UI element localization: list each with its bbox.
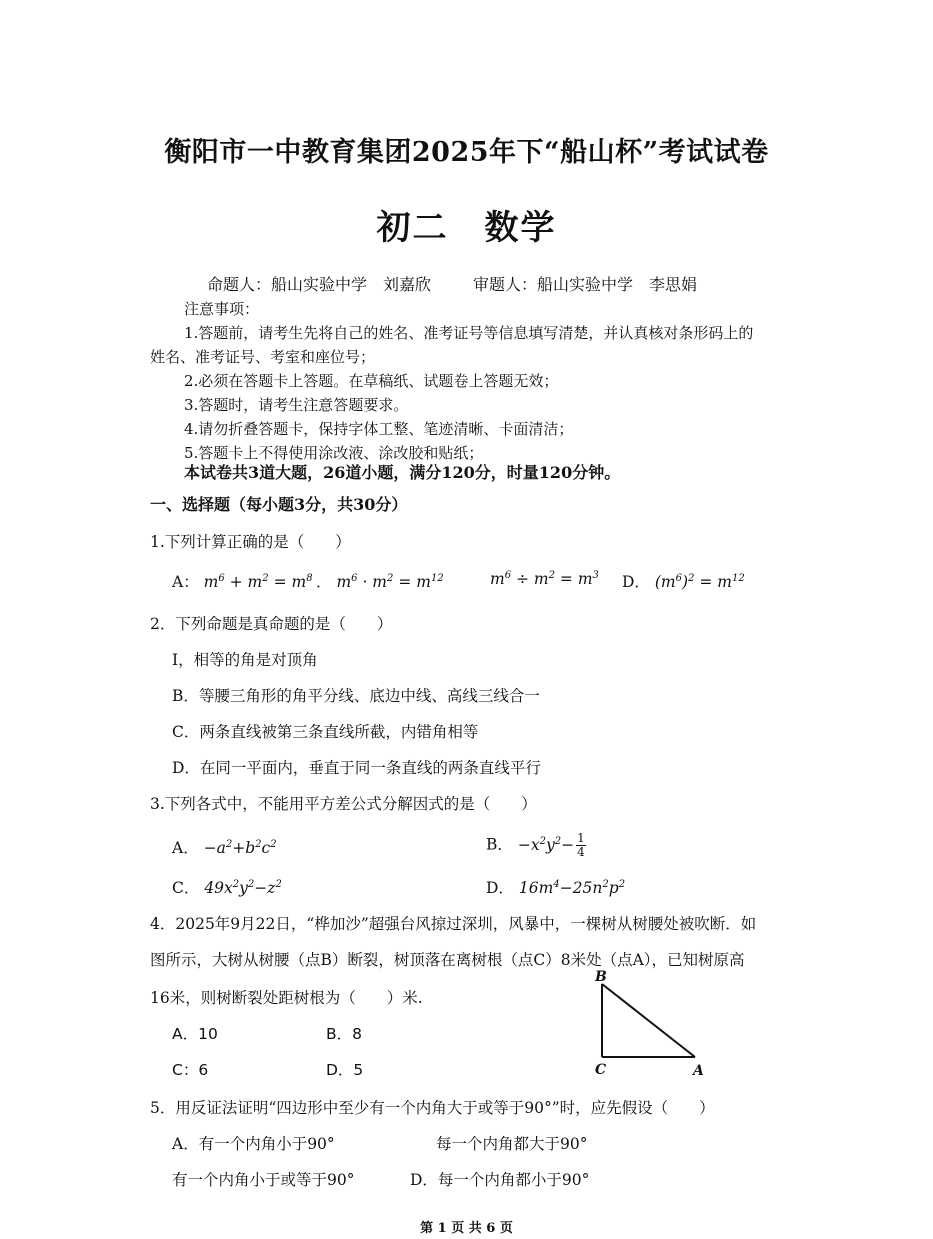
- question-1-option-b: [316, 570, 444, 592]
- fraction: $\frac{1}{4}$: [577, 831, 585, 859]
- exam-title: 衡阳市一中教育集团2025年下“船山杯”考试试卷: [164, 137, 769, 168]
- note-line: 5.答题卡上不得使用涂改液、涂改胶和贴纸；: [184, 444, 484, 462]
- question-5-option-d: D．每一个内角都小于90°: [410, 1171, 590, 1189]
- question-4-option-a: A．10: [172, 1025, 218, 1043]
- point-c-label: C: [595, 1062, 607, 1078]
- option-label: D．: [486, 879, 514, 897]
- question-4-line: 16米，则树断裂处距树根为（ ）米.: [150, 989, 423, 1007]
- question-2-option-d: D．在同一平面内，垂直于同一条直线的两条直线平行: [172, 759, 541, 777]
- page-number: 第 1 页 共 6 页: [420, 1221, 513, 1236]
- formula: $(m^6)^2 = m^{12}$: [654, 572, 745, 591]
- option-label: C．: [172, 879, 200, 897]
- note-line: 姓名、准考证号、考室和座位号；: [150, 348, 376, 366]
- question-4-line: 图所示，大树从树腰（点B）断裂，树顶落在离树根（点C）8米处（点A），已知树原高: [150, 951, 745, 969]
- question-2-option-b: B．等腰三角形的角平分线、底边中线、高线三线合一: [172, 687, 540, 705]
- formula: $-x^2y^2-$: [517, 835, 575, 854]
- exam-subject: 初二 数学: [376, 208, 557, 248]
- note-line: 4.请勿折叠答题卡，保持字体工整、笔迹清晰、卡面清洁；: [184, 420, 574, 438]
- reviewer: 审题人：船山实验中学 李思娟: [473, 275, 698, 294]
- exam-summary: 本试卷共3道大题，26道小题，满分120分，时量120分钟。: [184, 463, 621, 482]
- question-3-option-a: [172, 836, 277, 858]
- question-4-line: 4．2025年9月22日，“桦加沙”超强台风掠过深圳，风暴中，一棵树从树腰处被吹断．如: [150, 915, 757, 933]
- option-label: D．: [622, 573, 650, 591]
- question-4-option-c: C：6: [172, 1061, 209, 1079]
- authors-line: [207, 272, 697, 295]
- option-label: ．: [316, 573, 332, 591]
- note-line: 1.答题前，请考生先将自己的姓名、准考证号等信息填写清楚，并认真核对条形码上的: [184, 324, 754, 342]
- tree-triangle-figure: [585, 966, 715, 1081]
- question-5-option-b: 每一个内角都大于90°: [436, 1135, 588, 1153]
- section-heading: 一、选择题（每小题3分，共30分）: [150, 495, 408, 514]
- point-a-label: A: [693, 1063, 704, 1079]
- question-1-stem: 1.下列计算正确的是（ ）: [150, 533, 351, 551]
- formula: $-a^2+b^2c^2$: [203, 838, 277, 857]
- question-3-option-d: [486, 876, 625, 898]
- formula: $49x^2y^2-z^2$: [204, 878, 282, 897]
- question-1-option-c: [490, 570, 599, 588]
- formula: $m^6 \div m^2 = m^3$: [490, 569, 599, 588]
- option-label: A：: [172, 573, 199, 591]
- question-2-stem: 2．下列命题是真命题的是（ ）: [150, 615, 393, 633]
- question-3-option-c: [172, 876, 282, 898]
- formula: $16m^4-25n^2p^2$: [518, 878, 626, 897]
- question-2-option-a: I，相等的角是对顶角: [172, 651, 318, 669]
- question-1-option-d: [622, 570, 745, 592]
- formula: $m^6 \cdot m^2 = m^{12}$: [336, 572, 444, 591]
- question-5-option-c: 有一个内角小于或等于90°: [172, 1171, 355, 1189]
- question-3-stem: 3.下列各式中，不能用平方差公式分解因式的是（ ）: [150, 795, 537, 813]
- question-3-option-b: [486, 832, 586, 859]
- question-2-option-c: C．两条直线被第三条直线所截，内错角相等: [172, 723, 479, 741]
- question-5-option-a: A．有一个内角小于90°: [172, 1135, 335, 1153]
- option-label: B．: [486, 835, 513, 854]
- point-b-label: B: [595, 969, 607, 985]
- question-4-option-d: D．5: [326, 1061, 364, 1079]
- notes-heading: 注意事项：: [184, 300, 260, 318]
- note-line: 3.答题时，请考生注意答题要求。: [184, 396, 409, 414]
- question-1-option-a: [172, 570, 313, 592]
- question-5-stem: 5．用反证法证明“四边形中至少有一个内角大于或等于90°”时，应先假设（ ）: [150, 1099, 715, 1117]
- option-label: A．: [172, 839, 199, 857]
- note-line: 2.必须在答题卡上答题。在草稿纸、试题卷上答题无效；: [184, 372, 559, 390]
- question-4-option-b: B．8: [326, 1025, 362, 1043]
- segment-ba: [602, 984, 695, 1057]
- setter: 命题人：船山实验中学 刘嘉欣: [207, 275, 432, 294]
- formula: $m^6 + m^2 = m^8$: [203, 572, 313, 591]
